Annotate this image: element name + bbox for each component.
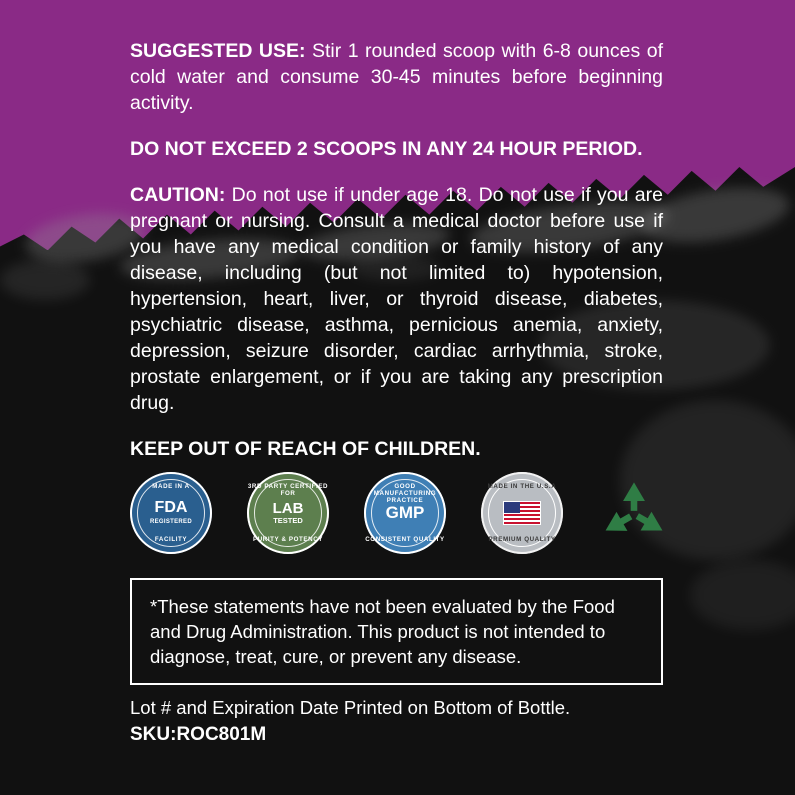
keep-out-of-reach-warning: KEEP OUT OF REACH OF CHILDREN. (130, 438, 481, 460)
gmp-seal (364, 472, 446, 554)
gmp-seal-core (386, 504, 425, 522)
lot-expiration-note: Lot # and Expiration Date Printed on Bottom of Bottle. (130, 697, 571, 718)
usa-seal-arc-bottom: PREMIUM QUALITY (488, 536, 556, 543)
lab-tested-seal (247, 472, 329, 554)
fda-seal-arc-top: MADE IN A (152, 483, 190, 490)
fda-seal-sub-text: REGISTERED (149, 519, 192, 526)
lab-seal-core (273, 501, 304, 526)
recycle-icon (598, 477, 670, 549)
us-flag-icon (503, 501, 541, 525)
fda-seal-arc-bottom: FACILITY (154, 536, 188, 543)
fda-disclaimer-box (130, 578, 663, 685)
lab-seal-core-text: LAB (272, 499, 304, 517)
sku-code: SKU:ROC801M (130, 724, 267, 745)
flag-canton (504, 502, 520, 513)
do-not-exceed-warning: DO NOT EXCEED 2 SCOOPS IN ANY 24 HOUR PERIOD. (130, 138, 643, 160)
caution-paragraph (130, 182, 663, 416)
gmp-seal-arc-top: GOOD MANUFACTURING PRACTICE (373, 483, 437, 504)
certification-seals-row (130, 468, 670, 558)
usa-seal-arc-top: MADE IN THE U.S.A (487, 483, 557, 490)
lab-seal-arc-bottom: PURITY & POTENCY (253, 536, 323, 543)
made-in-the-usa-seal (481, 472, 563, 554)
lab-seal-arc-top: 3RD PARTY CERTIFIED FOR (247, 483, 329, 497)
caution-body: Do not use if under age 18. Do not use if you are pregnant or nursing. Consult a medical doctor before use if you have any medical condition or family history of any disease, including (but not limited to) hypotension, hypertension, heart, liver, or thyroid disease, diabetes, psychiatric disease, asthma, pernicious anemia, anxiety, depression, seizure disorder, cardiac arrhythmia, stroke, prostate enlargement, or if you are taking any prescription drug. (130, 184, 663, 414)
suggested-use-heading: SUGGESTED USE: (130, 40, 306, 62)
fda-seal-core (150, 500, 192, 525)
suggested-use-paragraph (130, 38, 663, 116)
label-footer (130, 695, 690, 747)
caution-heading: CAUTION: (130, 184, 226, 206)
fda-seal-core-text: FDA (154, 499, 188, 517)
suggested-use-body: Stir 1 rounded scoop with 6-8 ounces of cold water and consume 30-45 minutes before beginning activity. (130, 40, 663, 114)
fda-disclaimer-text: *These statements have not been evaluated by the Food and Drug Administration. This product is not intended to diagnose, treat, cure, or prevent any disease. (150, 596, 615, 667)
gmp-seal-core-text: GMP (385, 503, 425, 523)
fda-registered-facility-seal (130, 472, 212, 554)
lab-seal-sub-text: TESTED (273, 516, 303, 526)
gmp-seal-arc-bottom: CONSISTENT QUALITY (365, 536, 445, 543)
